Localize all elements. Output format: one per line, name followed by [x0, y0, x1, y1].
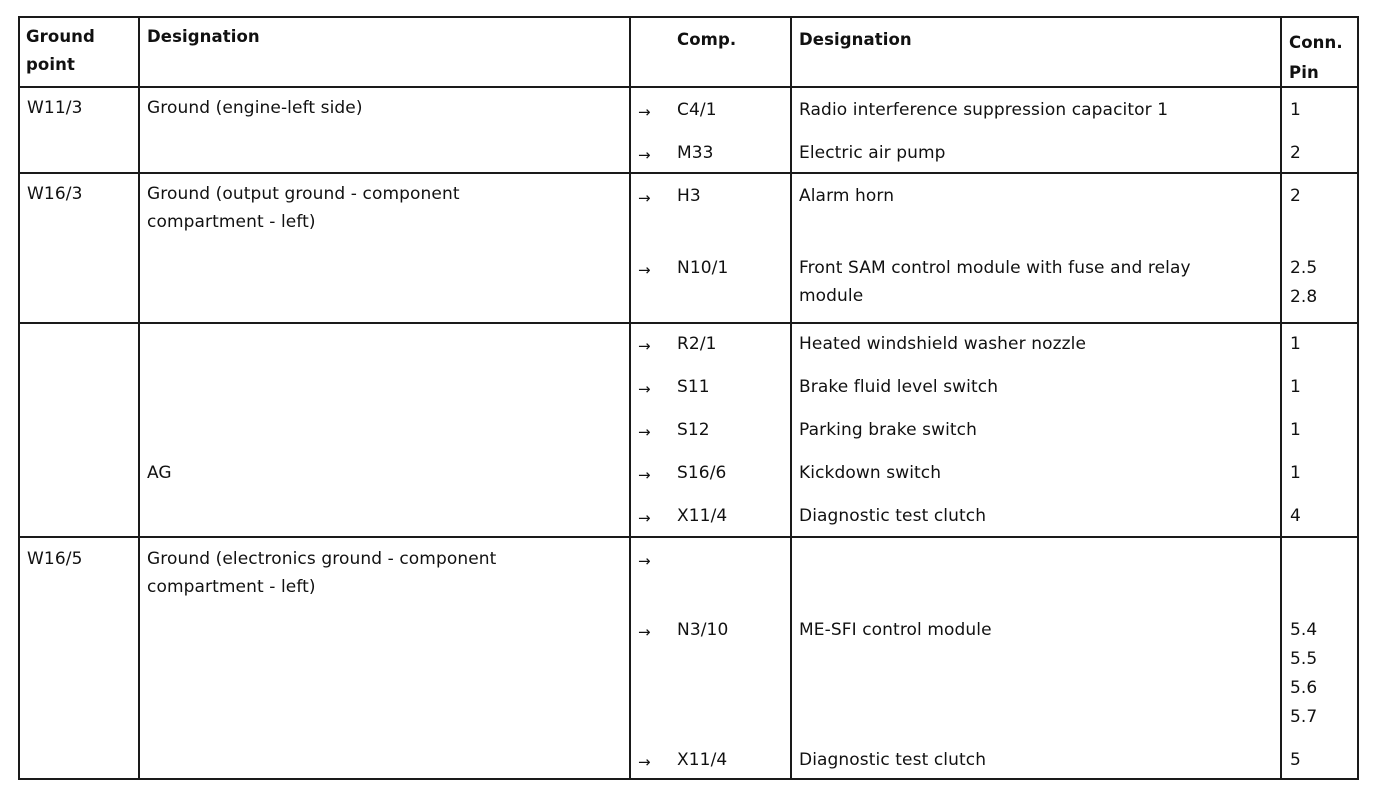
component-code: R2/1 [677, 334, 717, 354]
component-designation: Brake fluid level switch [799, 377, 999, 397]
component-designation: Electric air pump [799, 143, 946, 163]
column-divider-conn-pin [1280, 16, 1282, 780]
arrow-icon: → [638, 552, 651, 570]
table-right-border [1357, 16, 1359, 780]
arrow-icon: → [638, 261, 651, 279]
ground-designation-cell: AG [147, 463, 172, 483]
header-designation-right: Designation [799, 30, 912, 49]
component-code: S11 [677, 377, 710, 397]
connector-pins [1290, 182, 1301, 211]
component-code: M33 [677, 143, 714, 163]
arrow-icon: → [638, 380, 651, 398]
component-code: X11/4 [677, 506, 728, 526]
connector-pins [1290, 330, 1301, 359]
arrow-icon: → [638, 146, 651, 164]
table-top-border [18, 16, 1359, 18]
header-ground-point-line2: point [26, 55, 75, 74]
connector-pin: 5 [1290, 750, 1301, 770]
connector-pin: 2 [1290, 143, 1301, 163]
component-code: N3/10 [677, 620, 729, 640]
ground-designation-line: compartment - left) [147, 577, 316, 597]
header-ground-point [26, 23, 95, 79]
header-ground-point-line1: Ground [26, 27, 95, 46]
connector-pin: 1 [1290, 100, 1301, 120]
component-designation: Diagnostic test clutch [799, 506, 987, 526]
connector-pins [1290, 616, 1317, 732]
ground-designation-cell: Ground (engine-left side) [147, 98, 363, 118]
component-designation: Parking brake switch [799, 420, 978, 440]
ground-designation-line: Ground (electronics ground - component [147, 549, 497, 569]
header-conn-line1: Conn. [1289, 33, 1343, 52]
component-code: S12 [677, 420, 710, 440]
header-comp: Comp. [677, 30, 737, 49]
group-divider-2 [18, 322, 1359, 324]
ground-designation-cell [147, 545, 496, 601]
table-left-border [18, 16, 20, 780]
component-designation: Alarm horn [799, 186, 895, 206]
connector-pin: 5.7 [1290, 707, 1318, 727]
component-code: X11/4 [677, 750, 728, 770]
arrow-icon: → [638, 189, 651, 207]
ground-designation-line: compartment - left) [147, 212, 316, 232]
component-code: S16/6 [677, 463, 727, 483]
connector-pins [1290, 139, 1301, 168]
group-divider-1 [18, 172, 1359, 174]
group-divider-3 [18, 536, 1359, 538]
ground-point-cell: W16/5 [27, 549, 83, 569]
connector-pin: 1 [1290, 463, 1301, 483]
table-bottom-border [18, 778, 1359, 780]
connector-pins [1290, 746, 1301, 775]
component-code: N10/1 [677, 258, 729, 278]
connector-pin: 5.4 [1290, 620, 1318, 640]
component-designation: ME-SFI control module [799, 620, 992, 640]
connector-pins [1290, 502, 1301, 531]
connector-pins [1290, 416, 1301, 445]
connector-pins [1290, 254, 1317, 312]
header-conn-pin [1289, 28, 1343, 88]
ground-point-cell: W16/3 [27, 184, 83, 204]
arrow-icon: → [638, 103, 651, 121]
arrow-icon: → [638, 423, 651, 441]
component-designation-line: module [799, 286, 864, 306]
component-designation: Diagnostic test clutch [799, 750, 987, 770]
connector-pins [1290, 96, 1301, 125]
arrow-icon: → [638, 337, 651, 355]
component-designation: Kickdown switch [799, 463, 942, 483]
header-bottom-border [18, 86, 1359, 88]
component-code: H3 [677, 186, 701, 206]
arrow-icon: → [638, 466, 651, 484]
arrow-icon: → [638, 623, 651, 641]
column-divider-comp [790, 16, 792, 780]
component-code: C4/1 [677, 100, 717, 120]
connector-pins [1290, 459, 1301, 488]
connector-pin: 2.8 [1290, 287, 1318, 307]
connector-pin: 1 [1290, 377, 1301, 397]
connector-pin: 1 [1290, 420, 1301, 440]
connector-pin: 2.5 [1290, 258, 1318, 278]
component-designation [799, 254, 1191, 310]
ground-point-cell: W11/3 [27, 98, 83, 118]
ground-designation-line: Ground (output ground - component [147, 184, 460, 204]
connector-pin: 1 [1290, 334, 1301, 354]
connector-pin: 2 [1290, 186, 1301, 206]
column-divider-ground-point [138, 16, 140, 780]
connector-pin: 5.5 [1290, 649, 1318, 669]
column-divider-designation [629, 16, 631, 780]
component-designation: Radio interference suppression capacitor 1 [799, 100, 1169, 120]
connector-pin: 5.6 [1290, 678, 1318, 698]
component-designation: Heated windshield washer nozzle [799, 334, 1087, 354]
connector-pin: 4 [1290, 506, 1301, 526]
arrow-icon: → [638, 753, 651, 771]
ground-designation-cell [147, 180, 460, 236]
header-pin-line2: Pin [1289, 63, 1319, 82]
connector-pins [1290, 373, 1301, 402]
arrow-icon: → [638, 509, 651, 527]
header-designation-left: Designation [147, 27, 260, 46]
component-designation-line: Front SAM control module with fuse and relay [799, 258, 1191, 278]
